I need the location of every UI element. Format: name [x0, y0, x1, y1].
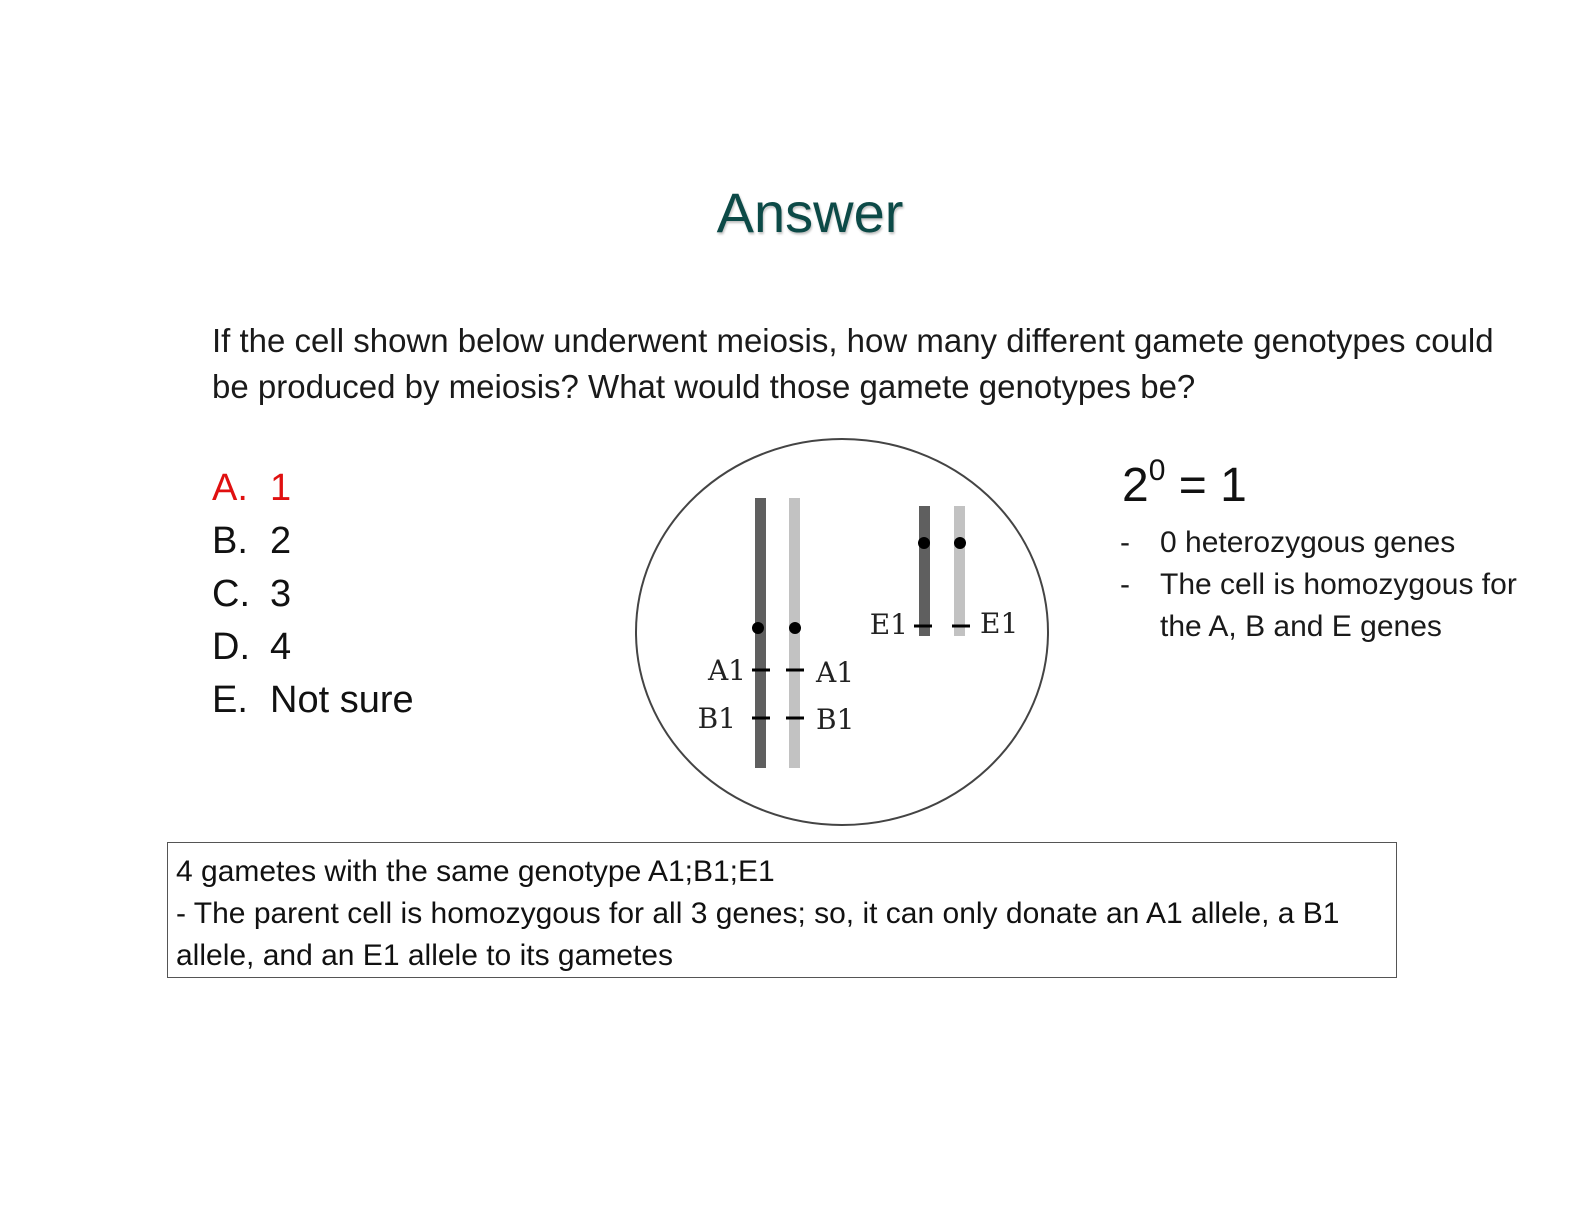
allele-label: A1	[707, 654, 746, 687]
choice-letter: C.	[212, 573, 250, 615]
answer-line: - The parent cell is homozygous for all 3 genes; so, it can only donate an A1 allele, a B1 allele, and an E1 allele to its gametes	[176, 897, 1348, 972]
allele-label: B1	[816, 703, 855, 736]
formula-base: 2	[1122, 459, 1149, 512]
answer-line: 4 gametes with the same genotype A1;B1;E1	[176, 855, 775, 888]
formula-exponent: 0	[1148, 454, 1166, 487]
answer-box	[167, 842, 1397, 978]
question-text: If the cell shown below underwent meiosis, how many different gamete genotypes could be produced by meiosis? What would those gamete genotypes be?	[212, 322, 1494, 405]
note-text: The cell is homozygous for the A, B and E genes	[1160, 568, 1517, 643]
choice-letter: A.	[212, 467, 248, 509]
chromosome-dark-short	[919, 506, 930, 636]
formula	[1122, 454, 1247, 513]
choice-letter: E.	[212, 679, 248, 721]
choice-letter: B.	[212, 520, 248, 562]
allele-label: E1	[869, 608, 908, 641]
slide-title: Answer	[716, 181, 904, 244]
bullet-dash: -	[1120, 568, 1130, 601]
allele-label: B1	[697, 702, 736, 735]
choice-text: 3	[270, 573, 292, 615]
bullet-dash: -	[1120, 526, 1130, 559]
chromosome-light-short	[954, 506, 965, 636]
choice-text: 2	[270, 520, 292, 562]
allele-label: E1	[980, 607, 1019, 640]
list-item	[1120, 564, 1520, 648]
centromere-dot	[918, 537, 930, 549]
centromere-dot	[954, 537, 966, 549]
explanation-notes	[1120, 522, 1520, 648]
note-text: 0 heterozygous genes	[1160, 526, 1456, 559]
list-item	[1120, 522, 1520, 564]
centromere-dot	[752, 622, 764, 634]
choice-text: 4	[270, 626, 292, 668]
choice-text: Not sure	[270, 679, 414, 721]
formula-result: = 1	[1178, 459, 1247, 512]
centromere-dot	[789, 622, 801, 634]
choice-letter: D.	[212, 626, 250, 668]
choice-text: 1	[270, 467, 292, 509]
allele-label: A1	[816, 656, 855, 689]
